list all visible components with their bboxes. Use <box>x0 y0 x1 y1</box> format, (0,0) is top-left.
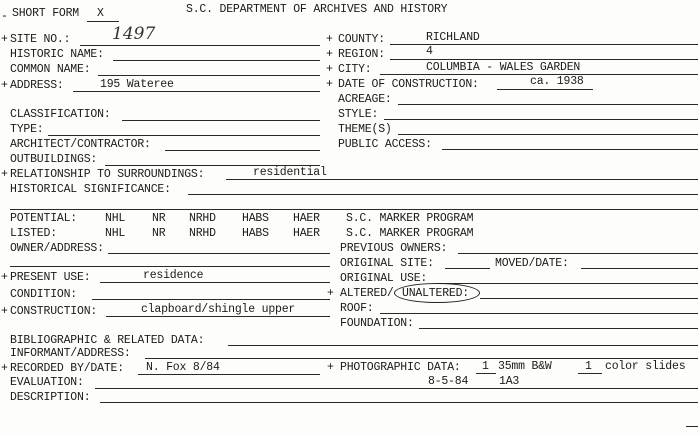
plus-mark: + <box>1 305 8 318</box>
plus-mark: + <box>327 361 334 374</box>
original-site-line <box>445 268 490 269</box>
bibliographic-label: BIBLIOGRAPHIC & RELATED DATA: <box>10 334 205 347</box>
region-line <box>390 59 698 60</box>
relationship-value: residential <box>253 166 327 179</box>
present-use-label: PRESENT USE: <box>10 271 91 284</box>
unaltered-label: UNALTERED: <box>402 287 470 300</box>
city-label: CITY: <box>338 63 372 76</box>
designation-habs: HABS <box>242 227 269 240</box>
region-label: REGION: <box>338 48 385 61</box>
plus-mark: + <box>1 79 8 92</box>
style-line <box>384 119 698 120</box>
photo-type-color: color slides <box>605 360 686 373</box>
potential-label: POTENTIAL: <box>10 212 78 225</box>
county-value: RICHLAND <box>426 31 480 44</box>
original-site-label: ORIGINAL SITE: <box>340 257 434 270</box>
common-name-label: COMMON NAME: <box>10 63 91 76</box>
short-form-value: X <box>97 7 104 20</box>
original-use-line <box>438 283 698 284</box>
dash-mark: - <box>1 10 8 23</box>
construction-label: CONSTRUCTION: <box>10 305 98 318</box>
theme-label: THEME(S) <box>338 123 392 136</box>
previous-owners-label: PREVIOUS OWNERS: <box>340 242 448 255</box>
photo-type-bw: 35mm B&W <box>498 360 552 373</box>
present-use-line <box>100 282 330 283</box>
plus-mark: + <box>1 271 8 284</box>
site-no-line <box>80 45 320 46</box>
roof-line <box>380 313 698 314</box>
description-label: DESCRIPTION: <box>10 391 91 404</box>
outbuildings-label: OUTBUILDINGS: <box>10 153 98 166</box>
photo-count-color-line <box>578 373 602 374</box>
plus-mark: + <box>326 33 333 46</box>
plus-mark: + <box>1 168 8 181</box>
designation-haer: HAER <box>293 227 320 240</box>
plus-mark: + <box>1 362 8 375</box>
county-line <box>390 44 698 45</box>
region-value: 4 <box>426 45 433 58</box>
architect-label: ARCHITECT/CONTRACTOR: <box>10 138 151 151</box>
condition-line <box>92 299 330 300</box>
informant-line <box>145 358 698 359</box>
photo-count-bw-line <box>476 373 496 374</box>
altered-line <box>480 298 698 299</box>
present-use-value: residence <box>143 269 204 282</box>
owner-address-label: OWNER/ADDRESS: <box>10 242 104 255</box>
moved-date-label: MOVED/DATE: <box>495 257 569 270</box>
foundation-line <box>419 328 698 329</box>
public-access-line <box>442 149 698 150</box>
theme-line <box>398 134 698 135</box>
description-line <box>100 402 698 403</box>
designation-nrhd: NRHD <box>189 227 216 240</box>
relationship-line <box>226 179 698 180</box>
acreage-label: ACREAGE: <box>338 93 392 106</box>
county-label: COUNTY: <box>338 33 385 46</box>
photo-count-bw: 1 <box>482 360 489 373</box>
address-value: 195 Wateree <box>100 78 174 91</box>
recorded-by-label: RECORDED BY/DATE: <box>10 362 124 375</box>
historical-significance-label: HISTORICAL SIGNIFICANCE: <box>10 183 171 196</box>
sc-marker-program-label: S.C. MARKER PROGRAM <box>346 227 474 240</box>
designation-nr: NR <box>152 227 166 240</box>
previous-owners-line <box>458 253 698 254</box>
moved-date-line <box>581 268 698 269</box>
agency-title: S.C. DEPARTMENT OF ARCHIVES AND HISTORY <box>186 3 448 16</box>
designation-nr: NR <box>152 212 166 225</box>
evaluation-label: EVALUATION: <box>10 376 84 389</box>
designation-haer: HAER <box>293 212 320 225</box>
unaltered-circle <box>394 283 480 303</box>
owner-address-line-2 <box>10 266 330 267</box>
short-form-label: SHORT FORM <box>12 7 80 20</box>
designation-nhl: NHL <box>105 227 126 240</box>
common-name-line <box>98 75 320 76</box>
site-no-label: SITE NO.: <box>10 33 71 46</box>
type-line <box>48 135 320 136</box>
informant-label: INFORMANT/ADDRESS: <box>10 347 131 360</box>
construction-value: clapboard/shingle upper <box>141 303 296 316</box>
public-access-label: PUBLIC ACCESS: <box>338 138 432 151</box>
date-of-construction-label: DATE OF CONSTRUCTION: <box>338 78 479 91</box>
type-label: TYPE: <box>10 123 44 136</box>
construction-line <box>106 316 330 317</box>
recorded-by-line <box>138 374 320 375</box>
classification-label: CLASSIFICATION: <box>10 108 111 121</box>
photographic-data-label: PHOTOGRAPHIC DATA: <box>340 361 461 374</box>
roof-label: ROOF: <box>340 302 374 315</box>
historic-name-line <box>113 60 320 61</box>
address-label: ADDRESS: <box>10 79 64 92</box>
style-label: STYLE: <box>338 108 379 121</box>
condition-label: CONDITION: <box>10 288 78 301</box>
city-value: COLUMBIA - WALES GARDEN <box>426 61 581 74</box>
designation-nrhd: NRHD <box>189 212 216 225</box>
plus-mark: + <box>326 78 333 91</box>
acreage-line <box>398 104 698 105</box>
recorded-by-value: N. Fox 8/84 <box>146 361 220 374</box>
designation-nhl: NHL <box>105 212 126 225</box>
listed-label: LISTED: <box>10 227 57 240</box>
historical-significance-line-2 <box>10 209 698 210</box>
historic-name-label: HISTORIC NAME: <box>10 48 104 61</box>
architect-line <box>165 150 320 151</box>
sc-marker-program-label: S.C. MARKER PROGRAM <box>346 212 474 225</box>
plus-mark: + <box>1 33 8 46</box>
evaluation-line <box>95 388 698 389</box>
date-of-construction-line <box>497 89 593 90</box>
site-no-value: 1497 <box>112 24 156 44</box>
bibliographic-line <box>228 345 698 346</box>
classification-line <box>122 120 320 121</box>
relationship-label: RELATIONSHIP TO SURROUNDINGS: <box>10 168 205 181</box>
original-use-label: ORIGINAL USE: <box>340 272 428 285</box>
date-of-construction-value: ca. 1938 <box>530 75 584 88</box>
address-line <box>73 91 320 92</box>
owner-address-line <box>108 253 330 254</box>
plus-mark: + <box>326 48 333 61</box>
evaluation-code: 1A3 <box>499 375 520 388</box>
designation-habs: HABS <box>242 212 269 225</box>
plus-mark: + <box>326 63 333 76</box>
historical-significance-line <box>188 194 698 195</box>
altered-label: ALTERED/ <box>340 287 394 300</box>
short-form-line <box>87 21 119 22</box>
foundation-label: FOUNDATION: <box>340 317 414 330</box>
plus-mark: + <box>327 287 334 300</box>
evaluation-date: 8-5-84 <box>428 375 469 388</box>
photo-count-color: 1 <box>585 360 592 373</box>
corner-mark <box>686 426 698 427</box>
